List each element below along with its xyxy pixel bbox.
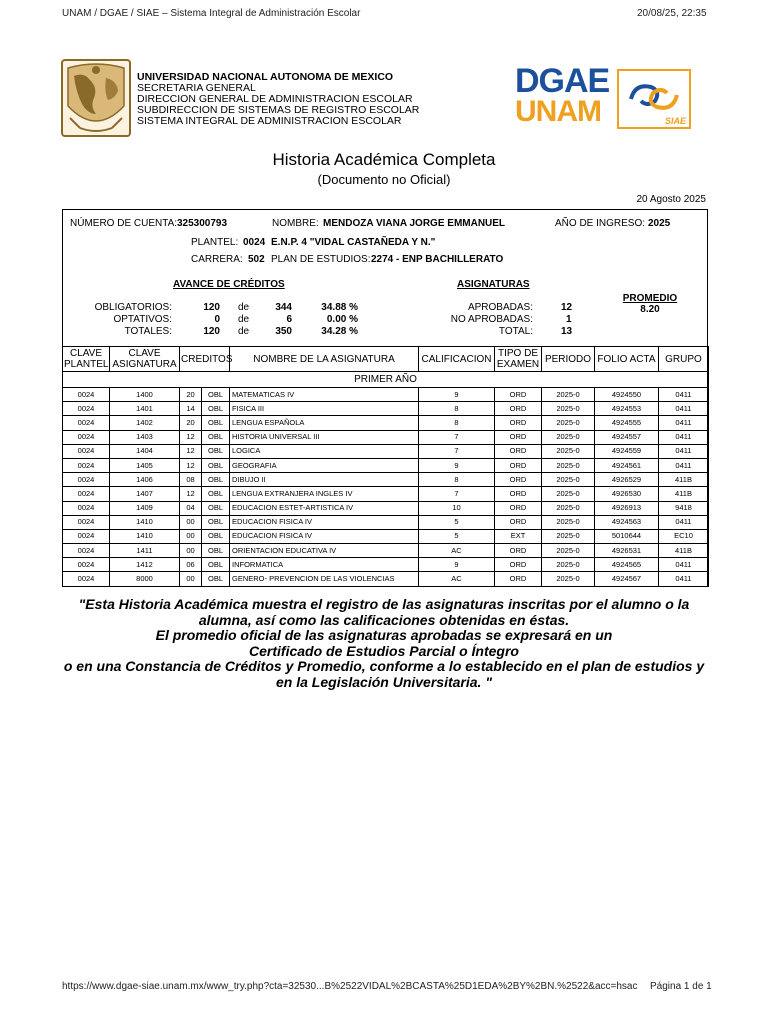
cell-creditos: 12 bbox=[180, 458, 202, 472]
cell-tipo-credito: OBL bbox=[202, 458, 230, 472]
institution-line: SISTEMA INTEGRAL DE ADMINISTRACION ESCOLAR bbox=[137, 115, 402, 127]
credits-required-pct: 34.88 % bbox=[321, 302, 358, 313]
year-row bbox=[63, 372, 709, 388]
average-value: 8.20 bbox=[640, 304, 660, 315]
account-label: NÚMERO DE CUENTA: bbox=[70, 218, 178, 229]
cell-calificacion: 5 bbox=[419, 529, 495, 543]
cell-calificacion: 7 bbox=[419, 487, 495, 501]
cell-nombre: INFORMATICA bbox=[230, 558, 419, 572]
cell-periodo: 2025-0 bbox=[542, 529, 595, 543]
cell-creditos: 00 bbox=[180, 572, 202, 586]
document-date: 20 Agosto 2025 bbox=[636, 194, 706, 205]
cell-calificacion: 10 bbox=[419, 501, 495, 515]
cell-creditos: 08 bbox=[180, 473, 202, 487]
cell-clave-asignatura: 1402 bbox=[110, 416, 180, 430]
cell-periodo: 2025-0 bbox=[542, 444, 595, 458]
cell-clave-plantel: 0024 bbox=[63, 572, 110, 586]
cell-tipo-examen: ORD bbox=[495, 388, 542, 402]
table-row bbox=[63, 529, 709, 543]
entry-year: 2025 bbox=[648, 218, 671, 229]
cell-nombre: GENERO- PREVENCION DE LAS VIOLENCIAS bbox=[230, 572, 419, 586]
cell-tipo-examen: ORD bbox=[495, 444, 542, 458]
cell-nombre: LENGUA EXTRANJERA INGLES IV bbox=[230, 487, 419, 501]
print-footer-url[interactable]: https://www.dgae-siae.unam.mx/www_try.php?cta=32530...B%2522VIDAL%2BCASTA%25D1EDA%2BY%2BN.%2522&acc=hsac bbox=[62, 981, 638, 992]
cell-tipo-credito: OBL bbox=[202, 416, 230, 430]
cell-periodo: 2025-0 bbox=[542, 572, 595, 586]
cell-nombre: EDUCACION ESTET-ARTISTICA IV bbox=[230, 501, 419, 515]
cell-grupo: 0411 bbox=[659, 430, 709, 444]
cell-folio: 4924561 bbox=[595, 458, 659, 472]
credits-optional-value: 0 bbox=[214, 314, 220, 325]
cell-calificacion: 9 bbox=[419, 558, 495, 572]
cell-nombre: LENGUA ESPAÑOLA bbox=[230, 416, 419, 430]
cell-periodo: 2025-0 bbox=[542, 416, 595, 430]
cell-creditos: 00 bbox=[180, 544, 202, 558]
cell-clave-asignatura: 1410 bbox=[110, 529, 180, 543]
cell-tipo-examen: ORD bbox=[495, 458, 542, 472]
cell-nombre: EDUCACION FISICA IV bbox=[230, 529, 419, 543]
print-header-datetime: 20/08/25, 22:35 bbox=[637, 8, 707, 19]
cell-tipo-credito: OBL bbox=[202, 529, 230, 543]
table-header-row bbox=[63, 347, 709, 372]
cell-clave-plantel: 0024 bbox=[63, 402, 110, 416]
cell-clave-plantel: 0024 bbox=[63, 444, 110, 458]
cell-clave-asignatura: 1407 bbox=[110, 487, 180, 501]
cell-clave-plantel: 0024 bbox=[63, 430, 110, 444]
institution-line: SUBDIRECCION DE SISTEMAS DE REGISTRO ESCOLAR bbox=[137, 104, 420, 116]
plantel-label: PLANTEL: bbox=[191, 237, 239, 248]
cell-periodo: 2025-0 bbox=[542, 402, 595, 416]
credits-de: de bbox=[238, 326, 250, 337]
cell-creditos: 06 bbox=[180, 558, 202, 572]
cell-grupo: 0411 bbox=[659, 558, 709, 572]
cell-clave-plantel: 0024 bbox=[63, 473, 110, 487]
cell-grupo: 411B bbox=[659, 487, 709, 501]
table-row bbox=[63, 402, 709, 416]
cell-creditos: 12 bbox=[180, 444, 202, 458]
note-line: Certificado de Estudios Parcial o Íntegro bbox=[249, 642, 519, 659]
print-footer-page: Página 1 de 1 bbox=[650, 981, 712, 992]
cell-creditos: 20 bbox=[180, 416, 202, 430]
cell-creditos: 20 bbox=[180, 388, 202, 402]
cell-grupo: 0411 bbox=[659, 388, 709, 402]
cell-calificacion: 9 bbox=[419, 458, 495, 472]
institution-line: DIRECCION GENERAL DE ADMINISTRACION ESCOLAR bbox=[137, 93, 413, 105]
cell-folio: 4924550 bbox=[595, 388, 659, 402]
subjects-approved-label: APROBADAS: bbox=[467, 302, 533, 313]
plan-label: PLAN DE ESTUDIOS: bbox=[271, 254, 371, 265]
cell-grupo: 411B bbox=[659, 473, 709, 487]
cell-periodo: 2025-0 bbox=[542, 515, 595, 529]
cell-calificacion: 8 bbox=[419, 416, 495, 430]
table-row bbox=[63, 487, 709, 501]
cell-tipo-examen: ORD bbox=[495, 473, 542, 487]
cell-folio: 4926531 bbox=[595, 544, 659, 558]
subjects-total-label: TOTAL: bbox=[498, 326, 533, 337]
cell-tipo-credito: OBL bbox=[202, 473, 230, 487]
page-subtitle: (Documento no Oficial) bbox=[317, 172, 451, 187]
credits-optional-label: OPTATIVOS: bbox=[113, 314, 172, 325]
cell-folio: 4924553 bbox=[595, 402, 659, 416]
courses-table bbox=[62, 346, 709, 587]
table-row bbox=[63, 430, 709, 444]
account-number: 325300793 bbox=[177, 218, 228, 229]
cell-periodo: 2025-0 bbox=[542, 430, 595, 444]
table-row bbox=[63, 473, 709, 487]
cell-clave-plantel: 0024 bbox=[63, 487, 110, 501]
credits-optional-pct: 0.00 % bbox=[326, 314, 358, 325]
cell-folio: 4924555 bbox=[595, 416, 659, 430]
cell-clave-asignatura: 1411 bbox=[110, 544, 180, 558]
credits-section-title: AVANCE DE CRÉDITOS bbox=[173, 279, 285, 290]
note-line: alumna, así como las calificaciones obtenidas en éstas. bbox=[198, 611, 570, 628]
table-row bbox=[63, 388, 709, 402]
cell-clave-asignatura: 1400 bbox=[110, 388, 180, 402]
career-code: 502 bbox=[248, 254, 265, 265]
header-grupo: GRUPO bbox=[659, 347, 709, 372]
cell-clave-plantel: 0024 bbox=[63, 416, 110, 430]
cell-tipo-credito: OBL bbox=[202, 487, 230, 501]
cell-grupo: 411B bbox=[659, 544, 709, 558]
table-row bbox=[63, 458, 709, 472]
note-line: o en una Constancia de Créditos y Promedio, conforme a lo establecido en el plan de estudios y bbox=[63, 658, 705, 675]
cell-clave-asignatura: 1412 bbox=[110, 558, 180, 572]
cell-clave-plantel: 0024 bbox=[63, 529, 110, 543]
cell-clave-asignatura: 1410 bbox=[110, 515, 180, 529]
cell-nombre: ORIENTACION EDUCATIVA IV bbox=[230, 544, 419, 558]
cell-calificacion: 8 bbox=[419, 473, 495, 487]
cell-tipo-credito: OBL bbox=[202, 444, 230, 458]
table-row bbox=[63, 544, 709, 558]
cell-folio: 4924557 bbox=[595, 430, 659, 444]
cell-folio: 4924565 bbox=[595, 558, 659, 572]
credits-total-pct: 34.28 % bbox=[321, 326, 358, 337]
cell-tipo-credito: OBL bbox=[202, 558, 230, 572]
cell-clave-asignatura: 1403 bbox=[110, 430, 180, 444]
cell-tipo-credito: OBL bbox=[202, 544, 230, 558]
institution-line: SECRETARIA GENERAL bbox=[137, 82, 256, 94]
note-line: El promedio oficial de las asignaturas aprobadas se expresará en un bbox=[155, 627, 613, 644]
cell-creditos: 00 bbox=[180, 529, 202, 543]
table-row bbox=[63, 416, 709, 430]
cell-nombre: EDUCACION FISICA IV bbox=[230, 515, 419, 529]
table-row bbox=[63, 558, 709, 572]
cell-tipo-credito: OBL bbox=[202, 501, 230, 515]
student-name: MENDOZA VIANA JORGE EMMANUEL bbox=[323, 218, 506, 229]
siae-swirl-icon bbox=[621, 75, 687, 119]
cell-tipo-examen: ORD bbox=[495, 416, 542, 430]
cell-nombre: LOGICA bbox=[230, 444, 419, 458]
cell-tipo-examen: ORD bbox=[495, 430, 542, 444]
year-label: PRIMER AÑO bbox=[63, 372, 709, 388]
cell-clave-plantel: 0024 bbox=[63, 388, 110, 402]
table-row bbox=[63, 501, 709, 515]
cell-clave-asignatura: 8000 bbox=[110, 572, 180, 586]
header-periodo: PERIODO bbox=[542, 347, 595, 372]
cell-folio: 5010644 bbox=[595, 529, 659, 543]
cell-periodo: 2025-0 bbox=[542, 558, 595, 572]
note-line: "Esta Historia Académica muestra el registro de las asignaturas inscritas por el alumno o la bbox=[78, 596, 690, 612]
header-clave-plantel: CLAVE PLANTEL bbox=[64, 348, 109, 370]
cell-creditos: 12 bbox=[180, 487, 202, 501]
cell-grupo: 0411 bbox=[659, 458, 709, 472]
header-tipo-examen: TIPO DE EXAMEN bbox=[495, 347, 542, 372]
note-line: en la Legislación Universitaria. " bbox=[276, 673, 492, 690]
siae-logo bbox=[617, 69, 691, 129]
cell-grupo: EC10 bbox=[659, 529, 709, 543]
siae-wordmark: SIAE bbox=[664, 116, 686, 126]
cell-calificacion: 7 bbox=[419, 430, 495, 444]
cell-grupo: 0411 bbox=[659, 444, 709, 458]
cell-nombre: DIBUJO II bbox=[230, 473, 419, 487]
credits-total-value: 120 bbox=[203, 326, 220, 337]
cell-grupo: 0411 bbox=[659, 515, 709, 529]
cell-clave-asignatura: 1406 bbox=[110, 473, 180, 487]
cell-calificacion: 5 bbox=[419, 515, 495, 529]
header-calificacion: CALIFICACION bbox=[419, 347, 495, 372]
subjects-section-title: ASIGNATURAS bbox=[457, 279, 530, 290]
cell-tipo-examen: ORD bbox=[495, 515, 542, 529]
cell-creditos: 00 bbox=[180, 515, 202, 529]
cell-creditos: 12 bbox=[180, 430, 202, 444]
subjects-total-value: 13 bbox=[561, 326, 573, 337]
credits-required-value: 120 bbox=[203, 302, 220, 313]
credits-required-label: OBLIGATORIOS: bbox=[94, 302, 172, 313]
cell-tipo-examen: ORD bbox=[495, 544, 542, 558]
cell-tipo-credito: OBL bbox=[202, 388, 230, 402]
cell-grupo: 0411 bbox=[659, 402, 709, 416]
cell-folio: 4924559 bbox=[595, 444, 659, 458]
cell-periodo: 2025-0 bbox=[542, 458, 595, 472]
header-folio-acta: FOLIO ACTA bbox=[595, 347, 659, 372]
cell-nombre: GEOGRAFIA bbox=[230, 458, 419, 472]
cell-folio: 4926530 bbox=[595, 487, 659, 501]
table-row bbox=[63, 515, 709, 529]
unam-shield-logo bbox=[60, 58, 132, 138]
cell-calificacion: 8 bbox=[419, 402, 495, 416]
institution-line: UNIVERSIDAD NACIONAL AUTONOMA DE MEXICO bbox=[137, 71, 394, 83]
cell-periodo: 2025-0 bbox=[542, 487, 595, 501]
cell-tipo-examen: ORD bbox=[495, 558, 542, 572]
disclaimer-note bbox=[0, 597, 768, 691]
career-label: CARRERA: bbox=[191, 254, 243, 265]
cell-clave-plantel: 0024 bbox=[63, 501, 110, 515]
institution-block bbox=[137, 72, 419, 127]
credits-optional-total: 6 bbox=[286, 314, 292, 325]
cell-calificacion: 7 bbox=[419, 444, 495, 458]
subjects-approved-value: 12 bbox=[561, 302, 573, 313]
entry-year-label: AÑO DE INGRESO: bbox=[555, 218, 646, 229]
cell-clave-asignatura: 1401 bbox=[110, 402, 180, 416]
cell-clave-asignatura: 1405 bbox=[110, 458, 180, 472]
cell-clave-asignatura: 1409 bbox=[110, 501, 180, 515]
cell-calificacion: AC bbox=[419, 544, 495, 558]
credits-total-total: 350 bbox=[275, 326, 292, 337]
dgae-unam-logo bbox=[515, 64, 615, 134]
cell-creditos: 04 bbox=[180, 501, 202, 515]
cell-periodo: 2025-0 bbox=[542, 501, 595, 515]
plantel-name: E.N.P. 4 "VIDAL CASTAÑEDA Y N." bbox=[271, 237, 436, 248]
dgae-wordmark: DGAE bbox=[515, 62, 610, 100]
cell-clave-asignatura: 1404 bbox=[110, 444, 180, 458]
cell-periodo: 2025-0 bbox=[542, 388, 595, 402]
cell-calificacion: AC bbox=[419, 572, 495, 586]
cell-tipo-credito: OBL bbox=[202, 402, 230, 416]
header-clave-asignatura: CLAVE ASIGNATURA bbox=[110, 347, 180, 372]
table-row bbox=[63, 572, 709, 586]
credits-de: de bbox=[238, 314, 250, 325]
credits-required-total: 344 bbox=[275, 302, 292, 313]
cell-tipo-credito: OBL bbox=[202, 572, 230, 586]
cell-tipo-examen: ORD bbox=[495, 487, 542, 501]
cell-grupo: 9418 bbox=[659, 501, 709, 515]
table-row bbox=[63, 444, 709, 458]
cell-clave-plantel: 0024 bbox=[63, 558, 110, 572]
subjects-failed-value: 1 bbox=[566, 314, 572, 325]
credits-de: de bbox=[238, 302, 250, 313]
average-label: PROMEDIO bbox=[622, 293, 678, 304]
cell-folio: 4926529 bbox=[595, 473, 659, 487]
cell-calificacion: 9 bbox=[419, 388, 495, 402]
cell-grupo: 0411 bbox=[659, 416, 709, 430]
cell-tipo-examen: ORD bbox=[495, 402, 542, 416]
cell-tipo-credito: OBL bbox=[202, 430, 230, 444]
cell-tipo-examen: EXT bbox=[495, 529, 542, 543]
cell-tipo-examen: ORD bbox=[495, 501, 542, 515]
name-label: NOMBRE: bbox=[272, 218, 319, 229]
cell-periodo: 2025-0 bbox=[542, 544, 595, 558]
cell-periodo: 2025-0 bbox=[542, 473, 595, 487]
cell-nombre: HISTORIA UNIVERSAL III bbox=[230, 430, 419, 444]
header-nombre-asignatura: NOMBRE DE LA ASIGNATURA bbox=[230, 347, 419, 372]
unam-wordmark: UNAM bbox=[515, 95, 601, 128]
subjects-failed-label: NO APROBADAS: bbox=[450, 314, 533, 325]
header-creditos: CREDITOS bbox=[180, 347, 230, 372]
cell-creditos: 14 bbox=[180, 402, 202, 416]
cell-folio: 4924567 bbox=[595, 572, 659, 586]
cell-clave-plantel: 0024 bbox=[63, 458, 110, 472]
cell-nombre: FISICA III bbox=[230, 402, 419, 416]
cell-nombre: MATEMATICAS IV bbox=[230, 388, 419, 402]
cell-tipo-credito: OBL bbox=[202, 515, 230, 529]
cell-clave-plantel: 0024 bbox=[63, 515, 110, 529]
plan-name: 2274 - ENP BACHILLERATO bbox=[371, 254, 504, 265]
cell-tipo-examen: ORD bbox=[495, 572, 542, 586]
plantel-code: 0024 bbox=[243, 237, 266, 248]
cell-folio: 4926913 bbox=[595, 501, 659, 515]
cell-grupo: 0411 bbox=[659, 572, 709, 586]
print-header-title: UNAM / DGAE / SIAE – Sistema Integral de Administración Escolar bbox=[62, 8, 361, 19]
page-title: Historia Académica Completa bbox=[272, 150, 496, 169]
cell-clave-plantel: 0024 bbox=[63, 544, 110, 558]
credits-total-label: TOTALES: bbox=[124, 326, 172, 337]
cell-folio: 4924563 bbox=[595, 515, 659, 529]
